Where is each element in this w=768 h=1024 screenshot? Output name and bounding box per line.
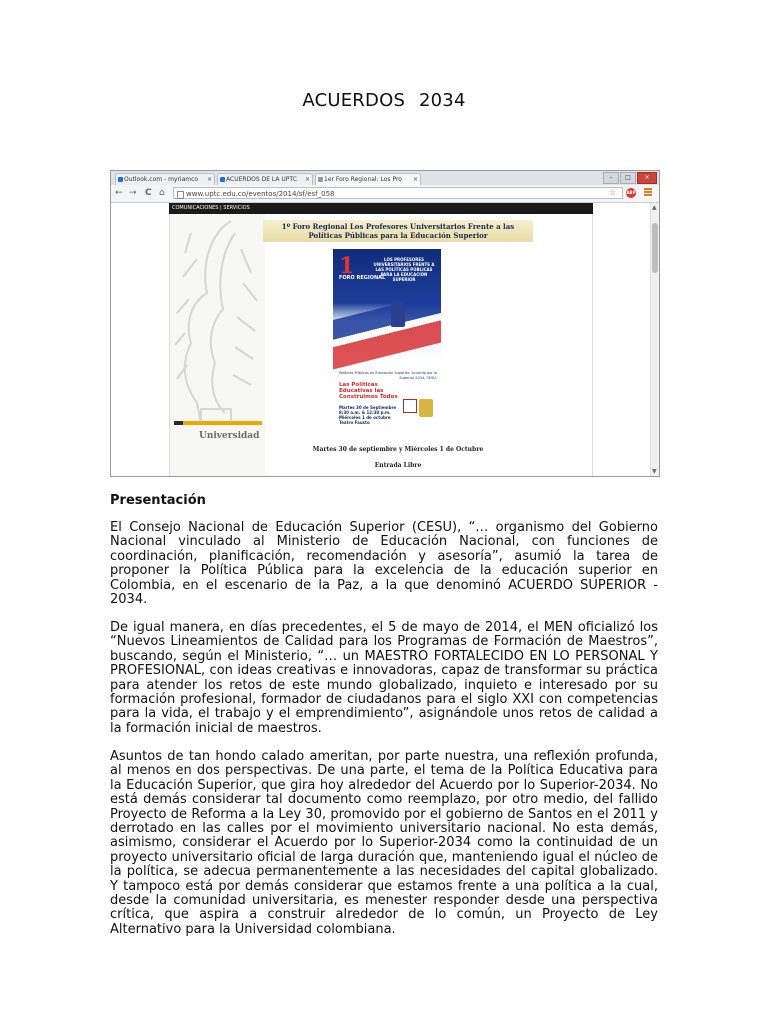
aspu-logo-icon	[403, 399, 417, 413]
maximize-button[interactable]: □	[620, 172, 636, 184]
bookmark-star-icon[interactable]: ☆	[609, 188, 617, 197]
poster-number: 1	[339, 253, 355, 279]
top-nav-strip[interactable]: COMUNICACIONES | SERVICIOS	[169, 203, 593, 214]
colombia-flag	[333, 292, 441, 370]
home-icon[interactable]: ⌂	[159, 188, 165, 198]
reload-icon[interactable]: C	[145, 188, 152, 198]
tab-label: Outlook.com - myriamco	[124, 176, 199, 183]
scroll-thumb[interactable]	[652, 223, 658, 273]
section-heading: Presentación	[110, 493, 206, 508]
document-title: ACUERDOS 2034	[302, 90, 466, 111]
forward-icon[interactable]: →	[129, 188, 137, 198]
page-icon	[318, 177, 323, 182]
adblock-icon[interactable]: ABP	[626, 188, 636, 198]
person-figure	[391, 301, 405, 327]
tab-label: 1er Foro Regional: Los Pro	[324, 176, 402, 183]
page-viewport	[111, 203, 659, 476]
poster-schedule: Martes 30 de Septiembre 8:30 a.m. & 12:30 p.m. Miércoles 1 de octubre Teatro Fausto	[339, 405, 397, 425]
poster-foro: FORO REGIONAL	[339, 275, 386, 281]
poster-headline: LOS PROFESORES UNIVERSITARIOS FRENTE A LAS POLÍTICAS PÚBLICAS PARA LA EDUCACIÓN SUPERIOR	[373, 257, 435, 282]
event-date: Martes 30 de septiembre y Miércoles 1 de Octubre	[312, 446, 484, 453]
close-icon[interactable]: ×	[412, 176, 418, 183]
uptc-logo-icon	[419, 399, 433, 417]
event-poster	[333, 249, 441, 429]
menu-icon[interactable]	[644, 188, 652, 197]
page-icon	[220, 177, 225, 182]
event-entry: Entrada Libre	[374, 462, 422, 469]
tab-acuerdos[interactable]	[217, 173, 313, 185]
close-icon[interactable]: ×	[206, 176, 212, 183]
banner-line-1: 1º Foro Regional Los Profesores Universitarios Frente a las	[281, 222, 515, 231]
minimize-button[interactable]: –	[603, 172, 619, 184]
paragraph-2: De igual manera, en días precedentes, el 5 de mayo de 2014, el MEN oficializó los “Nuevos Lineamientos de Calidad para los Programas de Formación de Maestros”, buscando, según el Ministerio, “… un MAESTRO FORTALECIDO EN LO PERSONAL Y PROFESIONAL, con ideas creativas e innovadoras, capaz de transformar su práctica para atender los retos de este mundo globalizado, inquieto e interesado por su formación profesional, formador de ciudadanos para el siglo XXI con competencias para la vida, el trabajo y el emprendimiento”, asignándole unos retos de calidad a la formación inicial de maestros.	[110, 620, 658, 736]
address-bar-row	[111, 185, 659, 203]
poster-red-text: Las Políticas Educativas las Construimos Todos	[339, 382, 398, 400]
page-info-icon	[177, 191, 184, 199]
university-label: Universidad	[199, 431, 260, 441]
banner-line-2: Políticas Públicas para la Educación Superior	[308, 231, 488, 240]
paragraph-1: El Consejo Nacional de Educación Superior (CESU), “… organismo del Gobierno Nacional vinculado al Ministerio de Educación Nacional, con funciones de coordinación, planificación, recomendación y asesoría”, asumió la tarea de proponer la Política Pública para la excelencia de la educación superior en Colombia, en el escenario de la Paz, a la que denominó ACUERDO SUPERIOR - 2034.	[110, 520, 658, 608]
paragraph-3: Asuntos de tan hondo calado ameritan, por parte nuestra, una reflexión profunda, al menos en dos perspectivas. De una parte, el tema de la Política Educativa para la Educación Superior, que gira hoy alrededor del Acuerdo por lo Superior-2034. No está demás considerar tal documento como reemplazo, por otro medio, del fallido Proyecto de Reforma a la Ley 30, promovido por el gobierno de Santos en el 2011 y derrotado en las calles por el movimiento universitario nacional. No esta demás, asimismo, considerar el Acuerdo por lo Superior-2034 como la continuidad de un proyecto universitario oficial de larga duración que, manteniendo igual el núcleo de la política, se adecua permanentemente a las necesidades del capital globalizado. Y tampoco está por demás considerar que estamos frente a una política a la cual, desde la comunidad universitaria, es menester responder desde una perspectiva crítica, que aspira a construir alrededor de lo común, un Proyecto de Ley Alternativo para la Universidad colombiana.	[110, 749, 658, 937]
tab-foro[interactable]	[315, 173, 421, 185]
scrollbar[interactable]	[650, 203, 659, 476]
back-icon[interactable]: ←	[115, 188, 123, 198]
scroll-up-icon[interactable]: ▲	[652, 204, 657, 211]
url-field[interactable]	[173, 187, 623, 199]
browser-screenshot	[110, 170, 660, 477]
tab-outlook[interactable]	[115, 173, 215, 185]
scroll-down-icon[interactable]: ▼	[652, 468, 657, 475]
close-icon[interactable]: ×	[304, 176, 310, 183]
event-banner	[263, 220, 533, 242]
tab-bar	[111, 171, 659, 185]
poster-subtext: Políticas Públicas en Educación Superior: Acuerdo por lo Superior 2034, CESU.	[339, 371, 437, 380]
close-window-button[interactable]: ×	[637, 172, 657, 184]
tab-label: ACUERDOS DE LA UPTC	[226, 176, 297, 183]
window-controls	[603, 172, 657, 183]
url-text: www.uptc.edu.co/eventos/2014/sf/esf_058	[186, 190, 335, 198]
outlook-icon	[118, 177, 123, 182]
